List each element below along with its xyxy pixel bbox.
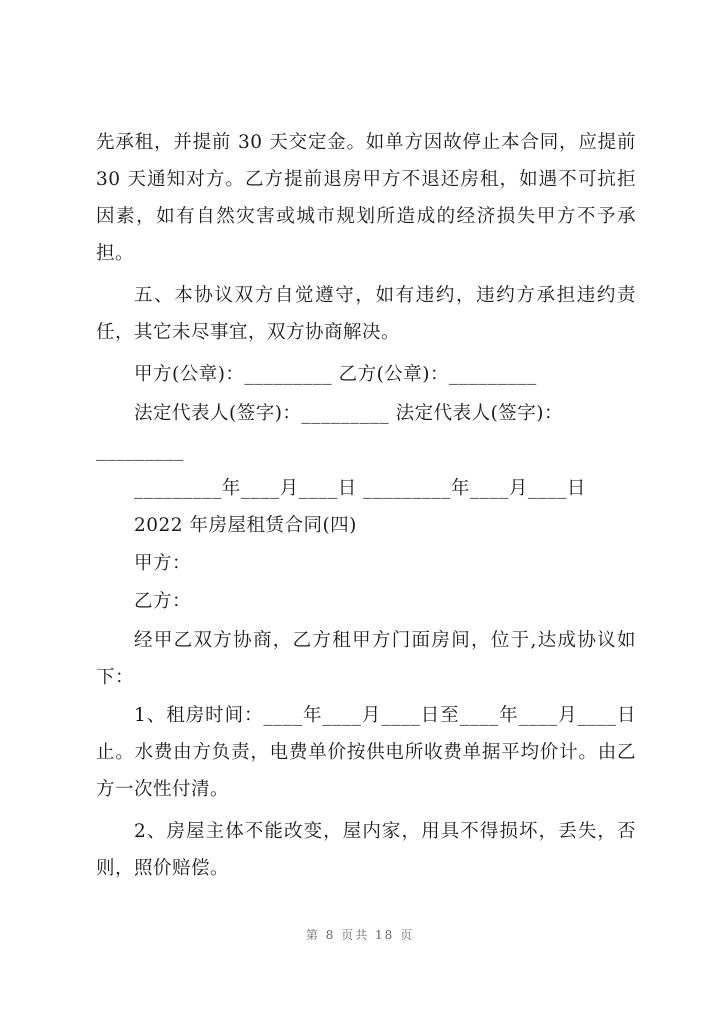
clause-five-line: 五、本协议双方自觉遵守，如有违约，违约方承担违约责	[134, 285, 636, 306]
paragraph-line: 先承租，并提前 30 天交定金。如单方因故停止本合同，应提前	[96, 132, 636, 153]
party-a-label: 甲方：	[134, 553, 192, 574]
paragraph-line: 因素，如有自然灾害或城市规划所造成的经济损失甲方不予承	[96, 206, 636, 227]
clause-one-line: 1、租房时间：____年____月____日至____年____月____日	[134, 705, 636, 726]
paragraph-line: 30 天通知对方。乙方提前退房甲方不退还房租，如遇不可抗拒	[96, 169, 636, 190]
party-seal-line: 甲方(公章)：_________ 乙方(公章)：_________	[134, 364, 537, 385]
clause-one-line: 方一次性付清。	[96, 779, 230, 800]
party-b-label: 乙方：	[134, 591, 192, 612]
clause-two-line: 则，照价赔偿。	[96, 858, 230, 879]
section-title: 2022 年房屋租赁合同(四)	[134, 515, 357, 536]
agreement-intro-line: 经甲乙双方协商，乙方租甲方门面房间，位于,达成协议如	[134, 630, 636, 651]
signature-blank-line: _________	[96, 440, 184, 461]
clause-five-line: 任，其它未尽事宜，双方协商解决。	[96, 322, 401, 343]
clause-two-line: 2、房屋主体不能改变，屋内家，用具不得损坏，丢失，否	[134, 821, 636, 842]
representative-signature-line: 法定代表人(签字)：_________ 法定代表人(签字)：	[134, 403, 564, 424]
clause-one-line: 止。水费由方负责，电费单价按供电所收费单据平均价计。由乙	[96, 742, 636, 763]
page-number-footer: 第 8 页共 18 页	[305, 928, 415, 942]
agreement-intro-line: 下：	[96, 667, 135, 688]
paragraph-line: 担。	[96, 243, 135, 264]
date-line: _________年____月____日 _________年____月____日	[134, 478, 586, 499]
